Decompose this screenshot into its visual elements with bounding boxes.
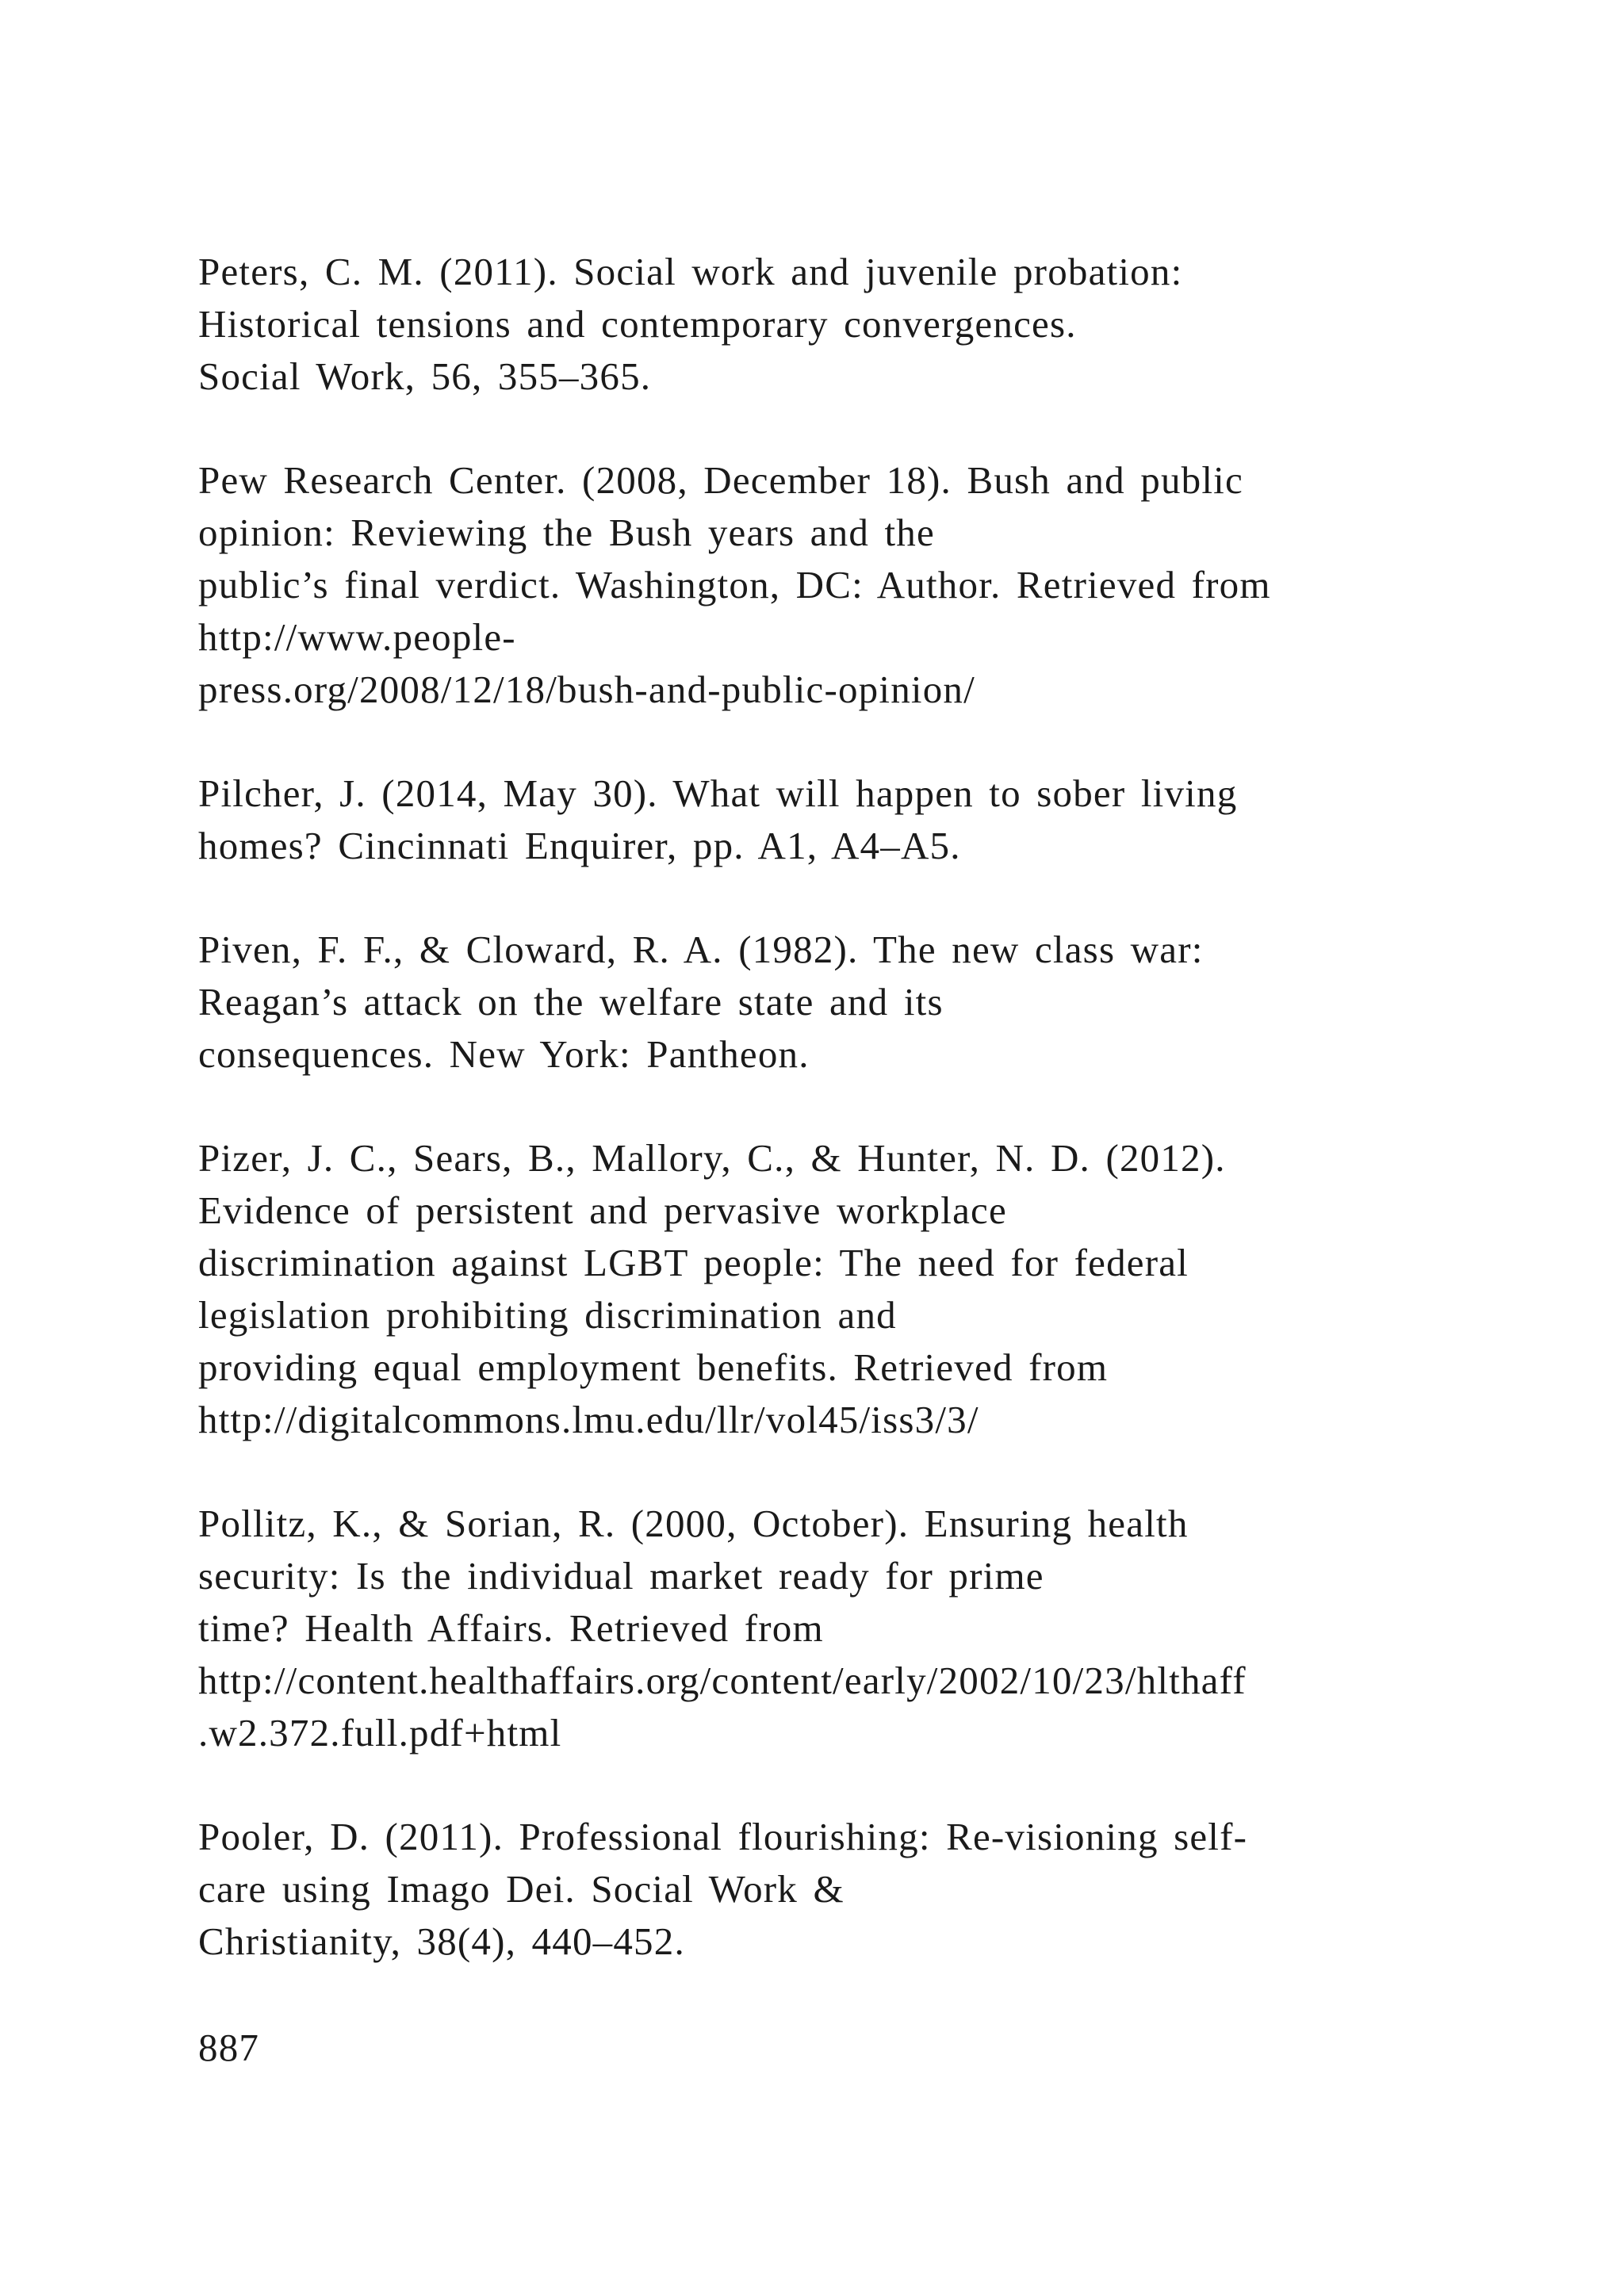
reference-entry-pilcher [198, 767, 1499, 872]
page-number: 887 [198, 2026, 260, 2069]
reference-line: Christianity, 38(4), 440–452. [198, 1919, 685, 1963]
reference-line: Piven, F. F., & Cloward, R. A. (1982). The new class war: [198, 928, 1204, 971]
reference-line: time? Health Affairs. Retrieved from [198, 1606, 824, 1650]
reference-line: Peters, C. M. (2011). Social work and juvenile probation: [198, 250, 1183, 293]
reference-line: providing equal employment benefits. Retrieved from [198, 1345, 1109, 1389]
reference-line: opinion: Reviewing the Bush years and the [198, 511, 935, 554]
reference-entry-piven [198, 924, 1499, 1081]
reference-line: Historical tensions and contemporary convergences. [198, 302, 1077, 346]
reference-list [198, 246, 1499, 2019]
reference-line: legislation prohibiting discrimination and [198, 1293, 897, 1337]
reference-line: security: Is the individual market ready for prime [198, 1554, 1044, 1598]
reference-line: Pizer, J. C., Sears, B., Mallory, C., & Hunter, N. D. (2012). [198, 1136, 1226, 1180]
reference-line: Pew Research Center. (2008, December 18). Bush and public [198, 458, 1243, 502]
reference-entry-pew [198, 454, 1499, 716]
reference-line: Pilcher, J. (2014, May 30). What will happen to sober living [198, 771, 1238, 815]
reference-entry-pollitz [198, 1498, 1499, 1759]
reference-line: public’s final verdict. Washington, DC: Author. Retrieved from [198, 563, 1271, 607]
reference-line: Reagan’s attack on the welfare state and its [198, 980, 944, 1024]
reference-line: .w2.372.full.pdf+html [198, 1711, 562, 1755]
reference-line: Pooler, D. (2011). Professional flourishing: Re-visioning self- [198, 1815, 1248, 1858]
reference-line: homes? Cincinnati Enquirer, pp. A1, A4–A5. [198, 824, 961, 867]
reference-line: http://www.people- [198, 615, 516, 659]
reference-entry-peters [198, 246, 1499, 403]
reference-line: http://content.healthaffairs.org/content/early/2002/10/23/hlthaff [198, 1659, 1247, 1702]
reference-line: consequences. New York: Pantheon. [198, 1032, 810, 1076]
reference-line: Social Work, 56, 355–365. [198, 354, 652, 398]
reference-entry-pooler [198, 1811, 1499, 1968]
reference-line: http://digitalcommons.lmu.edu/llr/vol45/iss3/3/ [198, 1398, 979, 1441]
reference-entry-pizer [198, 1132, 1499, 1446]
reference-line: press.org/2008/12/18/bush-and-public-opinion/ [198, 668, 975, 711]
reference-line: Pollitz, K., & Sorian, R. (2000, October). Ensuring health [198, 1502, 1189, 1545]
reference-line: care using Imago Dei. Social Work & [198, 1867, 845, 1911]
reference-line: Evidence of persistent and pervasive workplace [198, 1188, 1007, 1232]
reference-line: discrimination against LGBT people: The need for federal [198, 1241, 1189, 1284]
